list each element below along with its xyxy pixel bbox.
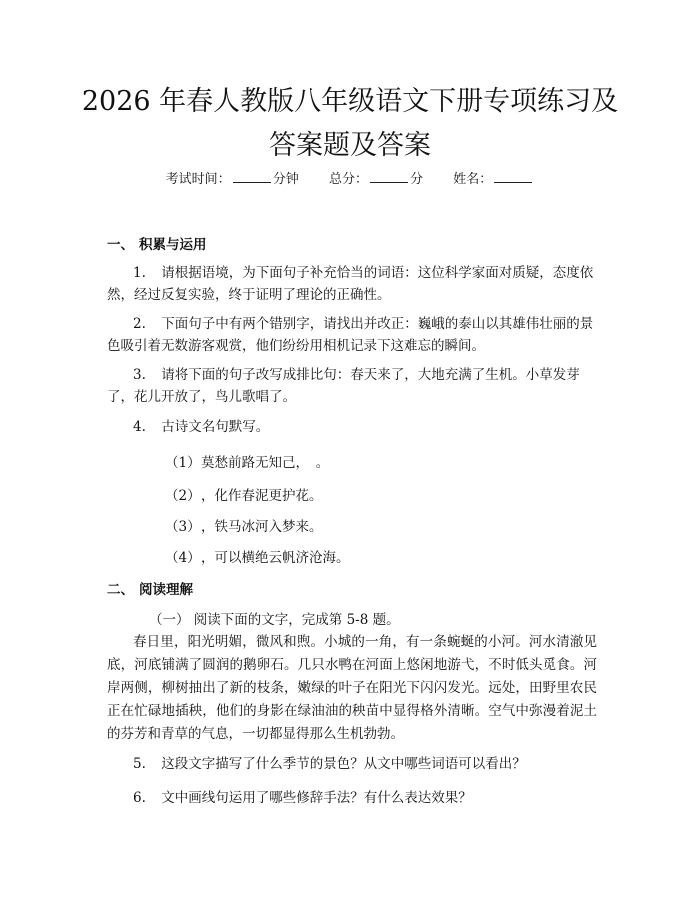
page-title bbox=[60, 80, 640, 168]
question-5 bbox=[107, 753, 597, 775]
question-2 bbox=[107, 313, 597, 357]
exam-time-unit: 分钟 bbox=[272, 172, 299, 187]
section-number: 一、 bbox=[107, 237, 134, 253]
poem-text: ，可以横绝云帆济沧海。 bbox=[201, 550, 350, 566]
score-unit: 分 bbox=[410, 172, 424, 187]
poem-number: （2） bbox=[165, 488, 201, 504]
title-line-2: 答案题及答案 bbox=[269, 130, 431, 161]
question-text: 请将下面的句子改写成排比句：春天来了，大地充满了生机。小草发芽了，花儿开放了，鸟儿歌唱了。 bbox=[107, 367, 580, 405]
question-text: 请根据语境，为下面句子补充恰当的词语：这位科学家面对质疑，态度依然，经过反复实验，终于证明了理论的正确性。 bbox=[107, 265, 594, 303]
question-text: 文中画线句运用了哪些修辞手法？有什么表达效果？ bbox=[161, 790, 472, 806]
poem-item-3 bbox=[165, 515, 323, 535]
exam-time-blank bbox=[233, 172, 271, 183]
reading-passage: 春日里，阳光明媚，微风和煦。小城的一角，有一条蜿蜒的小河。河水清澈见底，河底铺满了圆润的鹅卵石。几只水鸭在河面上悠闲地游弋，不时低头觅食。河岸两侧，柳树抽出了新的枝条，嫩绿的叶子在阳光下闪闪发光。远处，田野里农民正在忙碌地插秧，他们的身影在绿油油的秧苗中显得格外清晰。空气中弥漫着泥土的芬芳和青草的气息，一切都显得那么生机勃勃。 bbox=[107, 634, 597, 742]
poem-item-1 bbox=[165, 451, 329, 471]
poem-item-4 bbox=[165, 546, 350, 566]
poem-text: 莫愁前路无知己， 。 bbox=[201, 455, 330, 471]
name-blank bbox=[494, 172, 532, 183]
exam-info-line bbox=[0, 168, 700, 187]
reading-instruction: （一） 阅读下面的文字，完成第 5-8 题。 bbox=[149, 612, 400, 628]
question-number: 2. bbox=[133, 316, 146, 332]
question-number: 5. bbox=[133, 756, 146, 772]
poem-number: （3） bbox=[165, 519, 201, 535]
question-text: 古诗文名句默写。 bbox=[161, 419, 270, 435]
section-heading-1 bbox=[107, 233, 207, 253]
section-number: 二、 bbox=[107, 582, 134, 598]
question-number: 6. bbox=[133, 790, 146, 806]
poem-text: ，化作春泥更护花。 bbox=[201, 488, 323, 504]
question-text: 这段文字描写了什么季节的景色？从文中哪些词语可以看出？ bbox=[161, 756, 526, 772]
question-1 bbox=[107, 262, 597, 306]
title-line-1: 2026 年春人教版八年级语文下册专项练习及 bbox=[81, 86, 619, 117]
poem-text: ，铁马冰河入梦来。 bbox=[201, 519, 323, 535]
question-6 bbox=[107, 787, 597, 809]
section-title: 阅读理解 bbox=[139, 582, 193, 598]
poem-number: （1） bbox=[165, 455, 201, 471]
score-blank bbox=[370, 172, 408, 183]
exam-time-label: 考试时间： bbox=[165, 172, 231, 187]
question-number: 1. bbox=[133, 265, 146, 281]
question-3 bbox=[107, 364, 597, 408]
poem-item-2 bbox=[165, 484, 323, 504]
question-number: 3. bbox=[133, 367, 146, 383]
question-text: 下面句子中有两个错别字，请找出并改正：巍峨的泰山以其雄伟壮丽的景色吸引着无数游客观赏，他们纷纷用相机记录下这难忘的瞬间。 bbox=[107, 316, 594, 354]
section-title: 积累与运用 bbox=[139, 237, 207, 253]
question-4 bbox=[107, 416, 597, 438]
name-label: 姓名： bbox=[453, 172, 493, 187]
poem-number: （4） bbox=[165, 550, 201, 566]
question-number: 4. bbox=[133, 419, 146, 435]
score-label: 总分： bbox=[328, 172, 368, 187]
section-heading-2 bbox=[107, 578, 193, 598]
